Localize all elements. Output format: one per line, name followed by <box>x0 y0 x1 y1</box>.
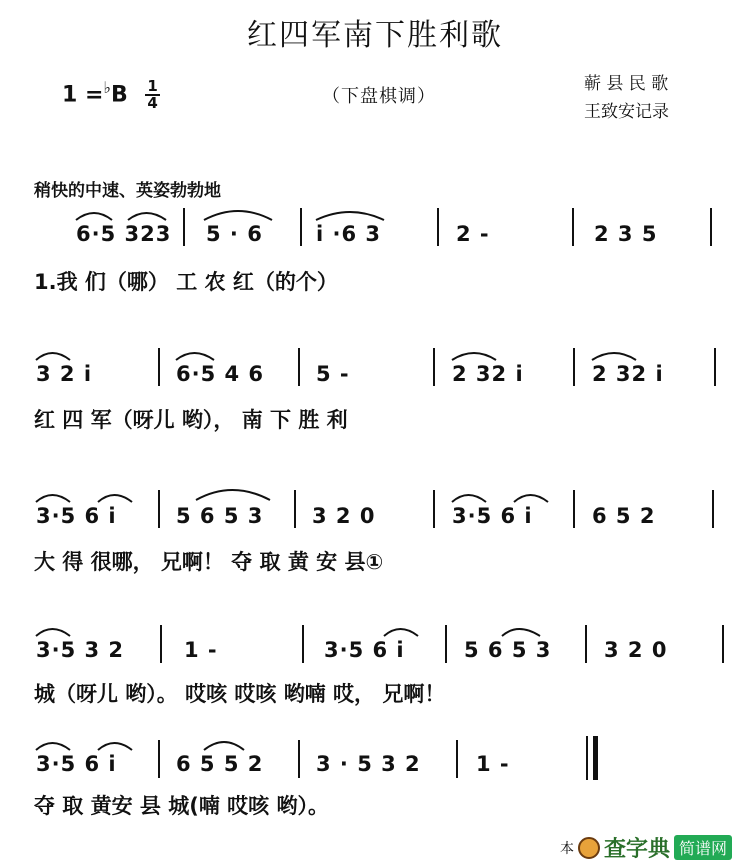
measure-notes: 1 - <box>476 752 510 776</box>
measure-notes: 3·5 3 2 <box>36 638 125 662</box>
key-note: B <box>110 82 128 108</box>
song-title: 红四军南下胜利歌 <box>247 18 503 53</box>
measure-notes: 2 32 i <box>592 362 664 386</box>
lyric-line: 城（呀儿 哟）。 哎咳 哎咳 哟喃 哎， 兄啊！ <box>34 682 446 706</box>
site-watermark <box>560 832 732 863</box>
time-denominator: 4 <box>147 94 158 113</box>
watermark-prefix: 本 <box>560 840 574 857</box>
tempo-marking: 稍快的中速、英姿勃勃地 <box>34 181 221 201</box>
measure-notes: 1 - <box>184 638 218 662</box>
measure-notes: 5 6 5 3 <box>464 638 552 662</box>
measure-notes: 2 32 i <box>452 362 524 386</box>
lyric-line: 红 四 军（呀儿 哟）， 南 下 胜 利 <box>34 408 348 432</box>
source-origin: 蕲 县 民 歌 <box>584 74 669 94</box>
measure-notes: 3·5 6 i <box>324 638 405 662</box>
source-recorder: 王致安记录 <box>584 102 669 122</box>
measure-notes: 5 6 5 3 <box>176 504 264 528</box>
measure-notes: 3 · 5 3 2 <box>316 752 421 776</box>
lyric-line: 1.我 们（哪） 工 农 红（的个） <box>34 270 338 294</box>
time-numerator: 1 <box>147 77 158 96</box>
measure-notes: 6 5 5 2 <box>176 752 264 776</box>
logo-icon <box>578 837 600 859</box>
measure-notes: 3 2 0 <box>604 638 668 662</box>
measure-notes: 6 5 2 <box>592 504 656 528</box>
measure-notes: 5 - <box>316 362 350 386</box>
measure-notes: i ·6 3 <box>316 222 382 246</box>
measure-notes: 2 - <box>456 222 490 246</box>
tune-name: （下盘棋调） <box>322 86 436 107</box>
measure-notes: 6·5 4 6 <box>176 362 265 386</box>
measure-notes: 5 · 6 <box>206 222 263 246</box>
measure-notes: 3 2 i <box>36 362 93 386</box>
lyric-line: 夺 取 黄安 县 城(喃 哎咳 哟）。 <box>34 794 329 818</box>
key-prefix: 1 = <box>62 82 104 108</box>
measure-notes: 3·5 6 i <box>452 504 533 528</box>
measure-notes: 6·5 323 <box>76 222 172 246</box>
watermark-tag: 简谱网 <box>674 835 732 860</box>
measure-notes: 3·5 6 i <box>36 504 117 528</box>
flat-sign: ♭ <box>103 78 111 97</box>
watermark-site: 查字典 <box>604 837 671 862</box>
measure-notes: 3 2 0 <box>312 504 376 528</box>
lyric-line: 大 得 很哪， 兄啊！ 夺 取 黄 安 县① <box>34 550 384 574</box>
measure-notes: 2 3 5 <box>594 222 658 246</box>
measure-notes: 3·5 6 i <box>36 752 117 776</box>
